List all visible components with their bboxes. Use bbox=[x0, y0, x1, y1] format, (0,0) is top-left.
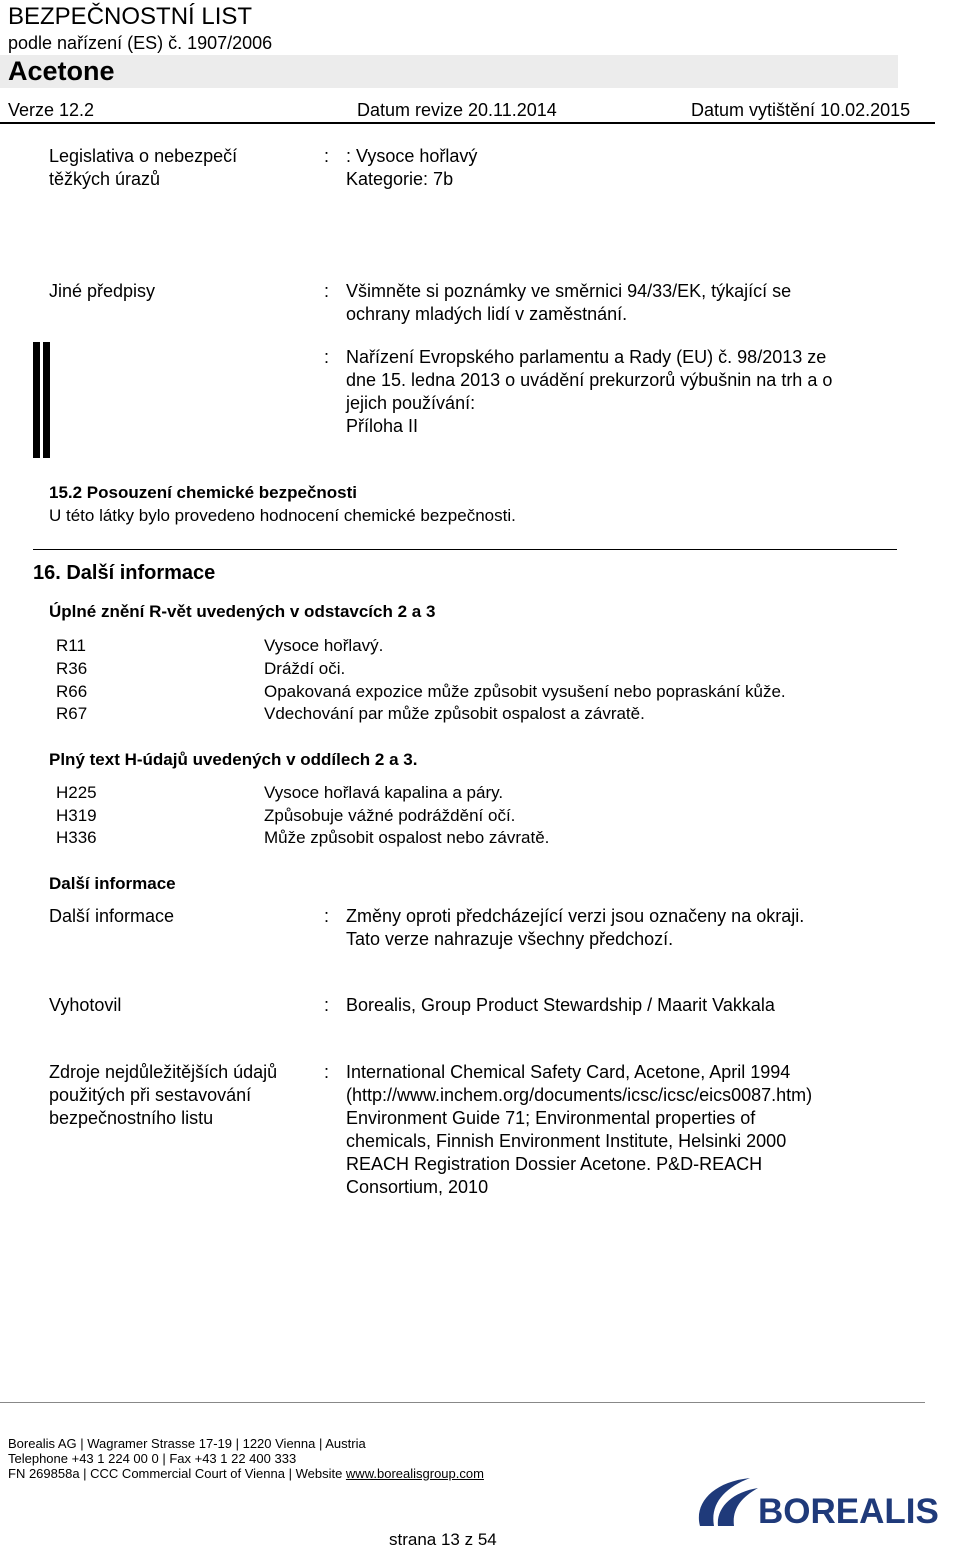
section-15-2-heading: 15.2 Posouzení chemické bezpečnosti bbox=[49, 483, 358, 502]
footer-phone: Telephone +43 1 224 00 0 | Fax +43 1 22 400 333 bbox=[8, 1451, 297, 1466]
product-band bbox=[0, 55, 898, 88]
h-statements-heading: Plný text H-údajů uvedených v oddílech 2 a 3. bbox=[49, 750, 418, 769]
seveso-value: : Vysoce hořlavý Kategorie: 7b bbox=[346, 146, 478, 189]
r-phrase-text: Vysoce hořlavý. bbox=[264, 636, 384, 655]
change-bar-right bbox=[43, 342, 50, 458]
borealis-swirl-icon bbox=[699, 1478, 758, 1526]
other-regulations-colon-2: : bbox=[324, 347, 330, 367]
page-number: strana 13 z 54 bbox=[389, 1530, 497, 1549]
seveso-label: Legislativa o nebezpečí těžkých úrazů bbox=[49, 146, 238, 189]
r-phrase-text: Vdechování par může způsobit ospalost a závratě. bbox=[264, 704, 645, 723]
prepared-by-label: Vyhotovil bbox=[49, 995, 122, 1015]
h-statement-code: H319 bbox=[56, 806, 97, 825]
section-16-heading: 16. Další informace bbox=[33, 562, 216, 584]
h-statement-text: Vysoce hořlavá kapalina a páry. bbox=[264, 783, 504, 802]
further-info-heading: Další informace bbox=[49, 874, 176, 893]
h-statement-code: H336 bbox=[56, 828, 97, 847]
h-statement-code: H225 bbox=[56, 783, 97, 802]
h-statement-text: Může způsobit ospalost nebo závratě. bbox=[264, 828, 550, 847]
prepared-by-colon: : bbox=[324, 995, 330, 1015]
other-regulations-colon-1: : bbox=[324, 281, 330, 301]
prepared-by-value: Borealis, Group Product Stewardship / Maarit Vakkala bbox=[346, 995, 775, 1015]
borealis-logo-text: BOREALIS bbox=[758, 1492, 939, 1530]
regulation-subtitle: podle nařízení (ES) č. 1907/2006 bbox=[8, 33, 273, 53]
change-bar-left bbox=[33, 342, 40, 458]
sources-colon: : bbox=[324, 1062, 330, 1082]
header-divider bbox=[0, 122, 935, 124]
footer-rule bbox=[0, 1402, 925, 1403]
section-15-2-text: U této látky bylo provedeno hodnocení chemické bezpečnosti. bbox=[49, 506, 516, 525]
footer-registration-text: FN 269858a | CCC Commercial Court of Vienna | Website bbox=[8, 1466, 346, 1481]
other-regulations-item-1: Všimněte si poznámky ve směrnici 94/33/EK, týkající se ochrany mladých lidí v zaměstnání. bbox=[346, 281, 792, 324]
website-link[interactable]: www.borealisgroup.com bbox=[345, 1466, 484, 1481]
revision-date: Datum revize 20.11.2014 bbox=[357, 100, 557, 120]
other-regulations-label: Jiné předpisy bbox=[49, 281, 156, 301]
r-phrase-code: R66 bbox=[56, 682, 88, 701]
footer-registration bbox=[8, 1466, 484, 1481]
borealis-logo bbox=[692, 1474, 954, 1530]
seveso-colon: : bbox=[324, 146, 330, 166]
r-phrase-code: R11 bbox=[56, 636, 86, 655]
print-date: Datum vytištění 10.02.2015 bbox=[691, 100, 911, 120]
other-regulations-item-2: Nařízení Evropského parlamentu a Rady (EU) č. 98/2013 ze dne 15. ledna 2013 o uvádění prekurzorů výbušnin na trh a o jejich používání: Příloha II bbox=[346, 347, 833, 436]
r-phrase-text: Dráždí oči. bbox=[264, 659, 346, 678]
footer-address: Borealis AG | Wagramer Strasse 17-19 | 1220 Vienna | Austria bbox=[8, 1436, 366, 1451]
r-phrase-code: R36 bbox=[56, 659, 88, 678]
h-statement-text: Způsobuje vážné podráždění očí. bbox=[264, 806, 516, 825]
further-info-label: Další informace bbox=[49, 906, 175, 926]
further-info-value: Změny oproti předcházející verzi jsou označeny na okraji. Tato verze nahrazuje všechny předchozí. bbox=[346, 906, 805, 949]
r-phrase-text: Opakovaná expozice může způsobit vysušení nebo popraskání kůže. bbox=[264, 682, 786, 701]
version-label: Verze 12.2 bbox=[8, 100, 95, 120]
r-phrase-code: R67 bbox=[56, 704, 88, 723]
sources-value: International Chemical Safety Card, Acetone, April 1994 (http://www.inchem.org/documents/icsc/icsc/eics0087.htm) Environment Guide 71; Environmental properties of chemicals, Finnish Environment Institute, Helsinki 2000 REACH Registration Dossier Acetone. P&D-REACH Consortium, 2010 bbox=[346, 1062, 813, 1197]
further-info-colon: : bbox=[324, 906, 330, 926]
sources-label: Zdroje nejdůležitějších údajů použitých při sestavování bezpečnostního listu bbox=[49, 1062, 278, 1128]
document-title: BEZPEČNOSTNÍ LIST bbox=[8, 3, 253, 30]
section-16-rule bbox=[33, 549, 897, 550]
product-name: Acetone bbox=[8, 56, 115, 86]
r-phrases-heading: Úplné znění R-vět uvedených v odstavcích 2 a 3 bbox=[49, 602, 436, 621]
